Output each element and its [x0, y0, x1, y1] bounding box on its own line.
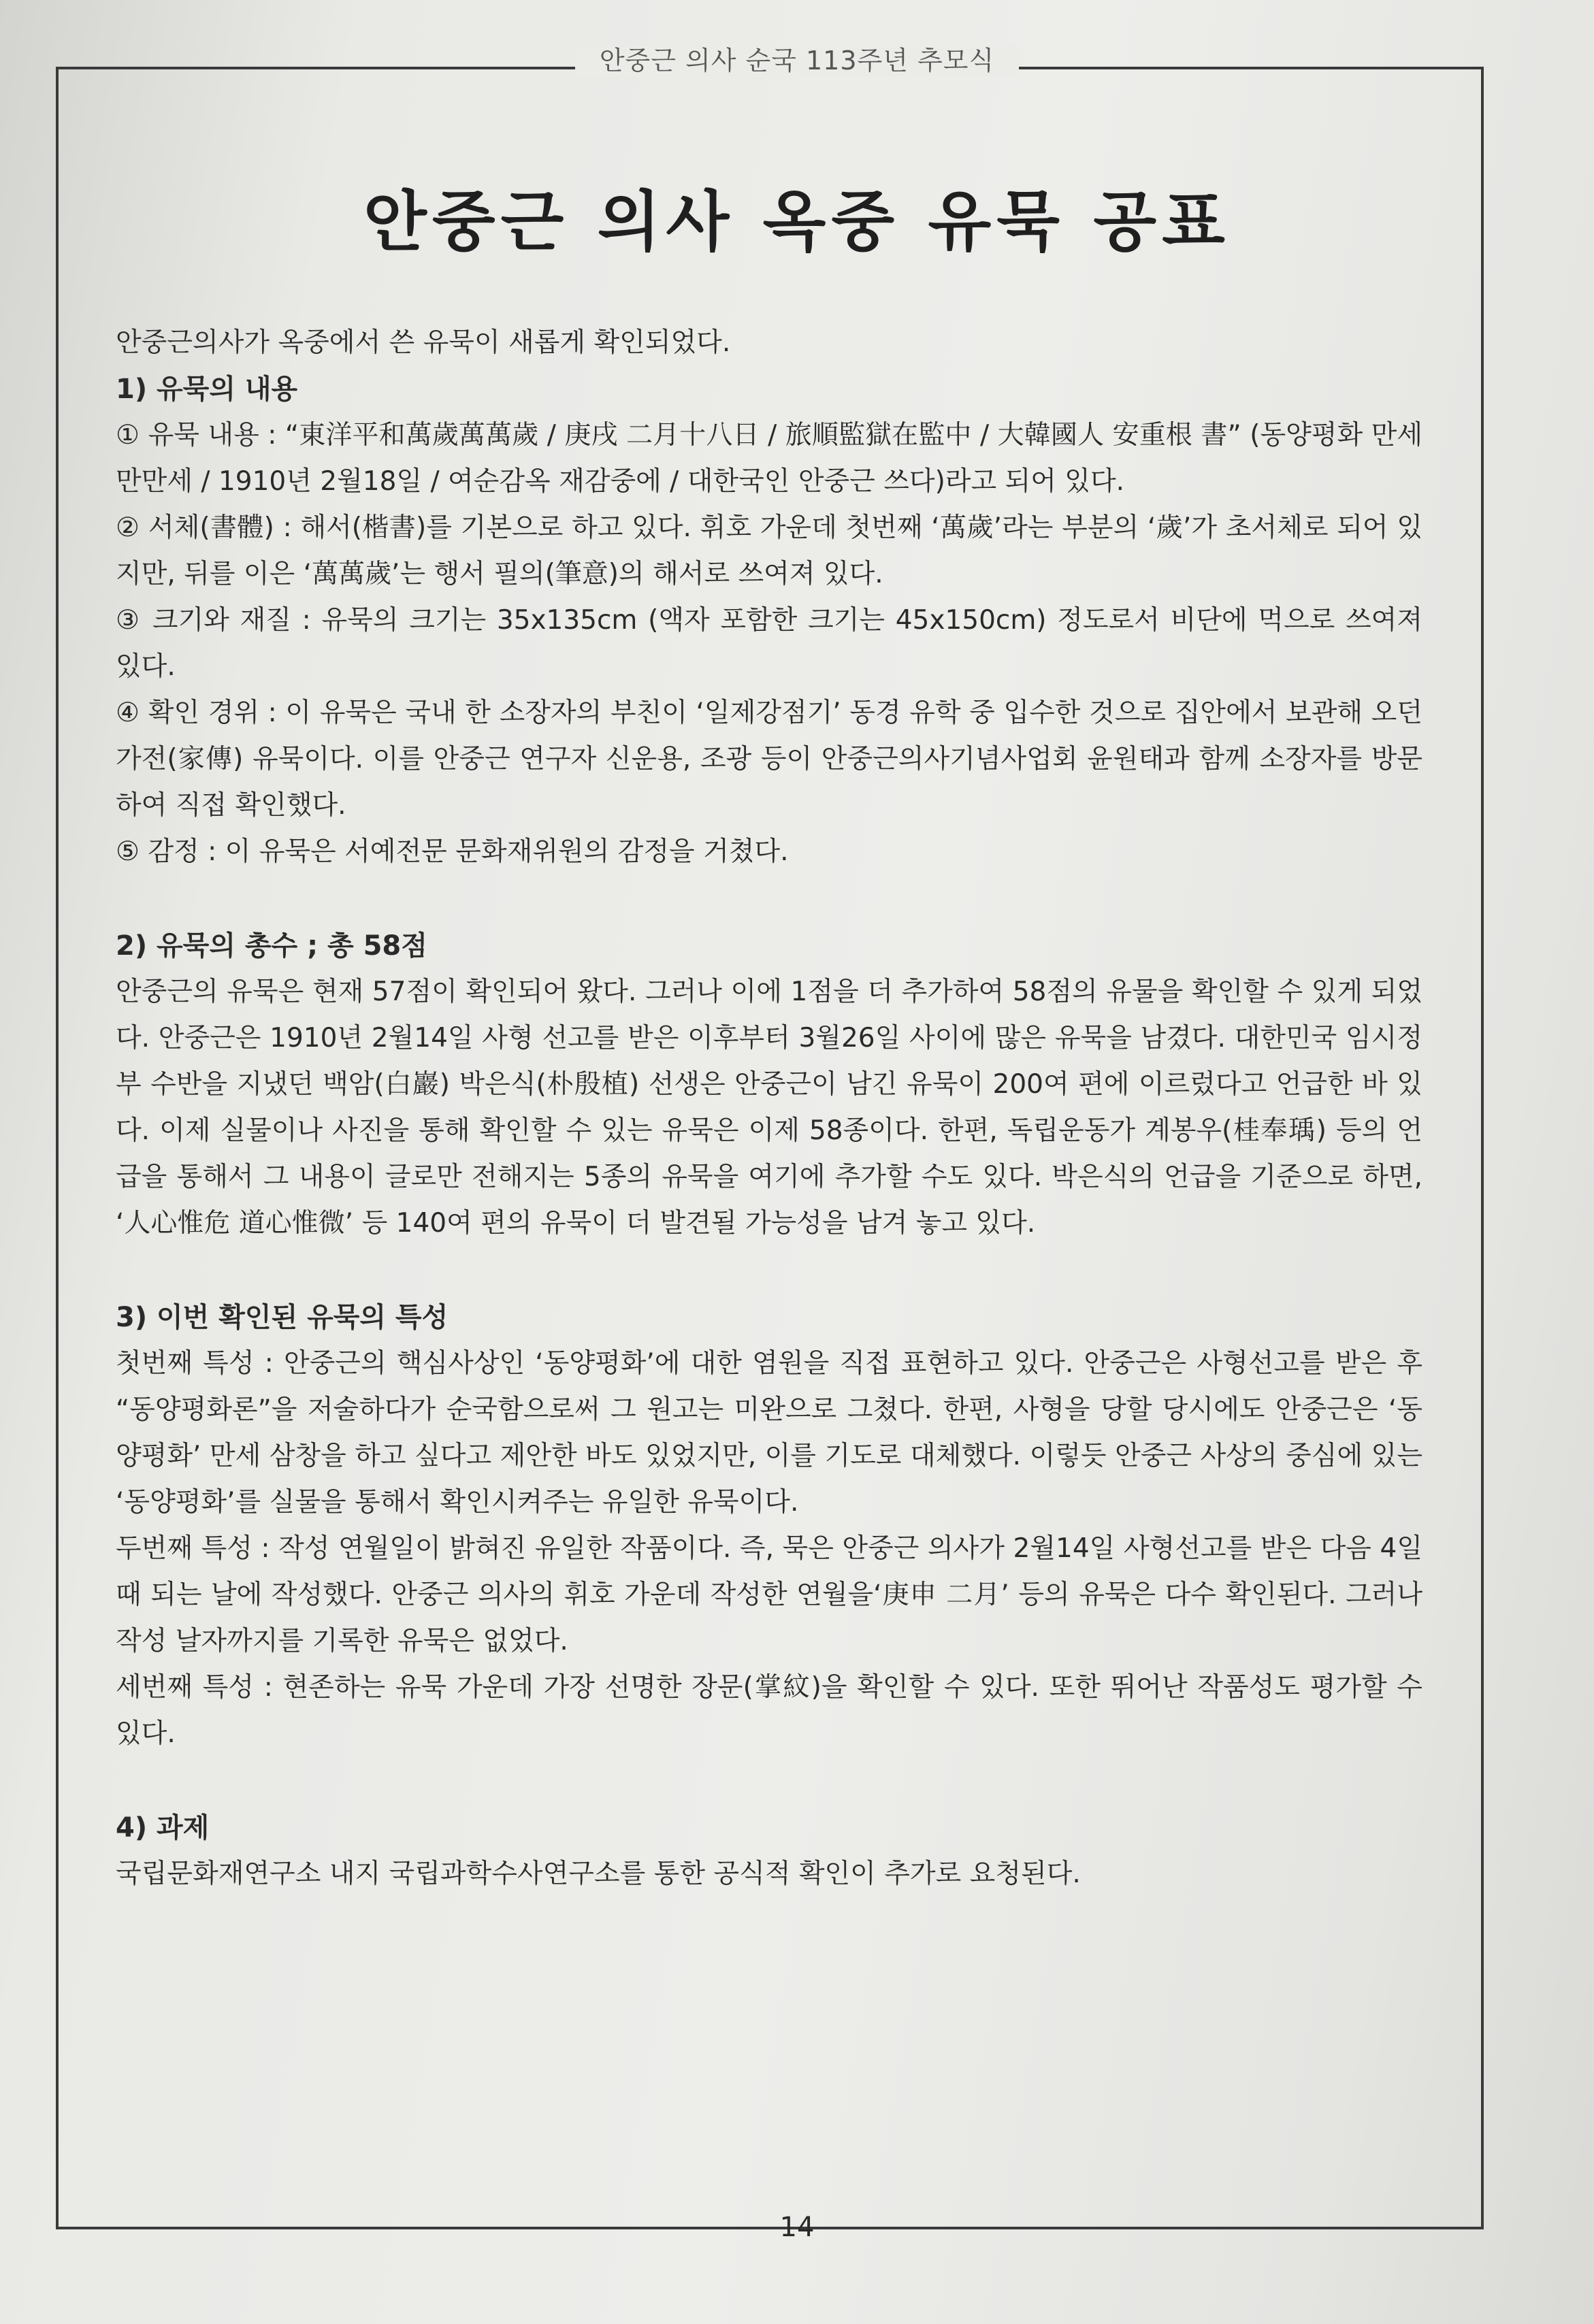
running-header: [0, 39, 1594, 77]
section-heading: 3) 이번 확인된 유묵의 특성: [116, 1302, 449, 1333]
task-paragraph: 국립문화재연구소 내지 국립과학수사연구소를 통한 공식적 확인이 추가로 요청된다.: [116, 1859, 1081, 1889]
section-task: [116, 1805, 1422, 1897]
section-total-count: [116, 923, 1422, 1247]
section-heading: 2) 유묵의 총수 ; 총 58점: [116, 930, 427, 962]
page-number: 14: [779, 2212, 815, 2243]
total-count-paragraph: 안중근의 유묵은 현재 57점이 확인되어 왔다. 그러나 이에 1점을 더 추가하여 58점의 유물을 확인할 수 있게 되었다. 안중근은 1910년 2월14일 사형 선고를 받은 이후부터 3월26일 사이에 많은 유묵을 남겼다. 대한민국 임시정부 수반을 지냈던 백암(白巖) 박은식(朴殷植) 선생은 안중근이 남긴 유묵이 200여 편에 이르렀다고 언급한 바 있다. 이제 실물이나 사진을 통해 확인할 수 있는 유묵은 이제 58종이다. 한편, 독립운동가 계봉우(桂奉瑀) 등의 언급을 통해서 그 내용이 글로만 전해지는 5종의 유묵을 여기에 추가할 수도 있다. 박은식의 언급을 기준으로 하면, ‘人心惟危 道心惟微’ 등 140여 편의 유묵이 더 발견될 가능성을 남겨 놓고 있다.: [116, 977, 1422, 1239]
characteristic-1: 첫번째 특성 : 안중근의 핵심사상인 ‘동양평화’에 대한 염원을 직접 표현하고 있다. 안중근은 사형선고를 받은 후 “동양평화론”을 저술하다가 순국함으로써 그 원고는 미완으로 그쳤다. 한편, 사형을 당할 당시에도 안중근은 ‘동양평화’ 만세 삼창을 하고 싶다고 제안한 바도 있었지만, 이를 기도로 대체했다. 이렇듯 안중근 사상의 중심에 있는 ‘동양평화’를 실물을 통해서 확인시켜주는 유일한 유묵이다.: [116, 1348, 1422, 1518]
section-heading: 4) 과제: [116, 1812, 210, 1844]
characteristic-2: 두번째 특성 : 작성 연월일이 밝혀진 유일한 작품이다. 즉, 묵은 안중근 의사가 2월14일 사형선고를 받은 다음 4일 때 되는 날에 작성했다. 안중근 의사의 휘호 가운데 작성한 연월을‘庚申 二月’ 등의 유묵은 다수 확인된다. 그러나 작성 날자까지를 기록한 유묵은 없었다.: [116, 1533, 1422, 1656]
content-item-4: ④ 확인 경위 : 이 유묵은 국내 한 소장자의 부친이 ‘일제강점기’ 동경 유학 중 입수한 것으로 집안에서 보관해 오던 가전(家傳) 유묵이다. 이를 안중근 연구자 신운용, 조광 등이 안중근의사기념사업회 윤원태과 함께 소장자를 방문하여 직접 확인했다.: [116, 698, 1422, 821]
page-title: 안중근 의사 옥중 유묵 공표: [363, 183, 1231, 260]
document-body: [116, 320, 1422, 1945]
intro-paragraph: 안중근의사가 옥중에서 쓴 유묵이 새롭게 확인되었다.: [116, 327, 731, 358]
running-header-text: 안중근 의사 순국 113주년 추모식: [575, 46, 1019, 76]
content-item-1: ① 유묵 내용 : “東洋平和萬歲萬萬歲 / 庚戌 二月十八日 / 旅順監獄在監中 / 大韓國人 安重根 書” (동양평화 만세만만세 / 1910년 2월18일 / 여순감옥 재감중에 / 대한국인 안중근 쓰다)라고 되어 있다.: [116, 420, 1422, 497]
content-item-2: ② 서체(書體) : 해서(楷書)를 기본으로 하고 있다. 휘호 가운데 첫번째 ‘萬歲’라는 부분의 ‘歲’가 초서체로 되어 있지만, 뒤를 이은 ‘萬萬歲’는 행서 필의(筆意)의 해서로 쓰여져 있다.: [116, 512, 1422, 589]
content-item-5: ⑤ 감정 : 이 유묵은 서예전문 문화재위원의 감정을 거쳤다.: [116, 836, 789, 867]
characteristic-3: 세번째 특성 : 현존하는 유묵 가운데 가장 선명한 장문(掌紋)을 확인할 수 있다. 또한 뛰어난 작품성도 평가할 수 있다.: [116, 1672, 1422, 1749]
section-content: [116, 366, 1422, 875]
section-characteristics: [116, 1294, 1422, 1757]
section-heading: 1) 유묵의 내용: [116, 374, 298, 405]
content-item-3: ③ 크기와 재질 : 유묵의 크기는 35x135cm (액자 포함한 크기는 45x150cm) 정도로서 비단에 먹으로 쓰여져 있다.: [116, 605, 1422, 682]
